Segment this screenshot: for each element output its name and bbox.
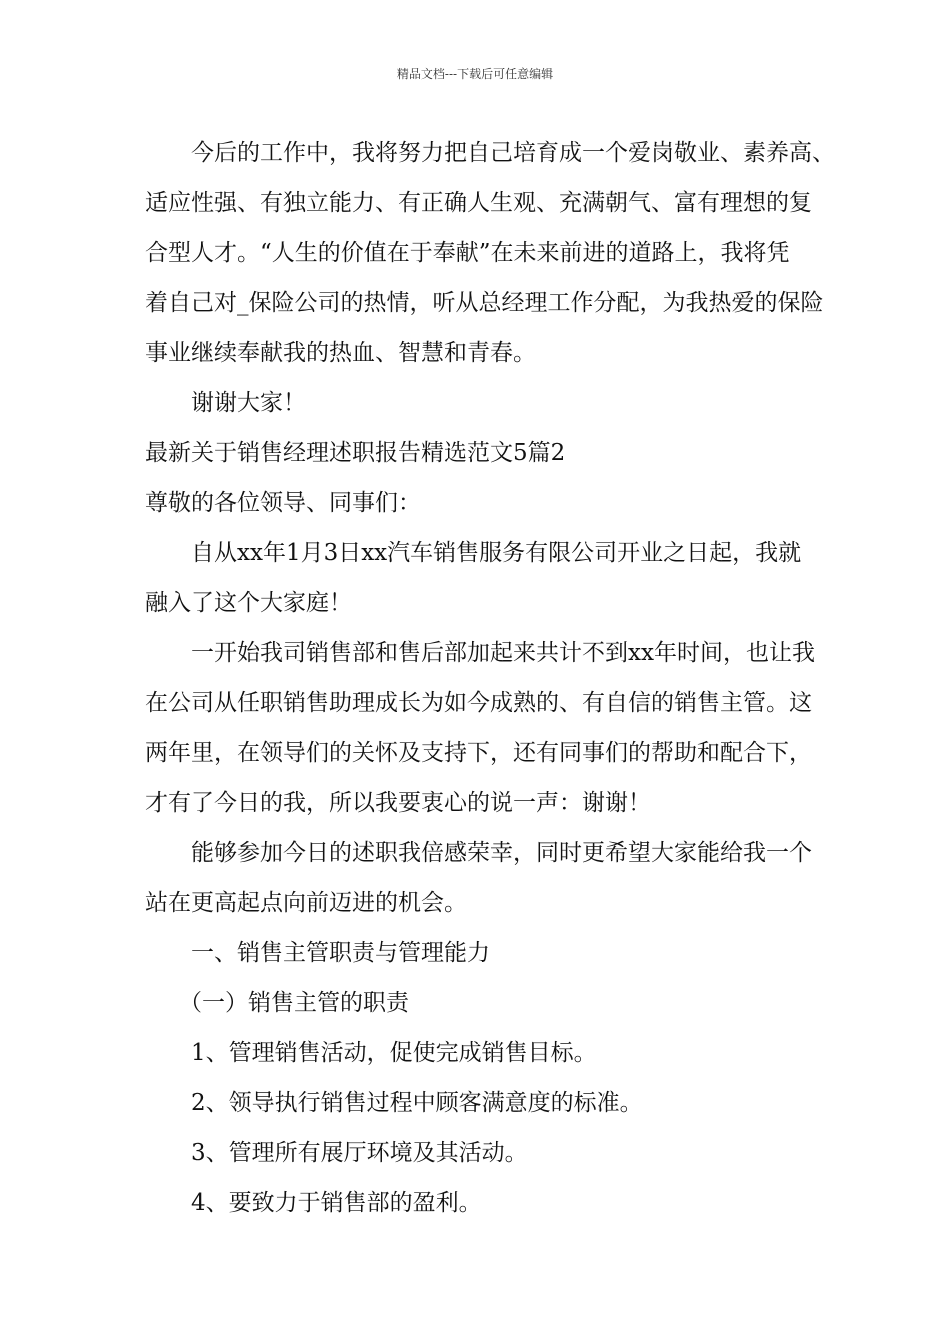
paragraph-line: 才有了今日的我，所以我要衷心的说一声：谢谢！ <box>145 790 651 816</box>
closing-thanks: 谢谢大家！ <box>191 390 306 416</box>
heading-level-2: （一）销售主管的职责 <box>179 990 409 1016</box>
list-item: 3、管理所有展厅环境及其活动。 <box>191 1140 528 1166</box>
page-header: 精品文档---下载后可任意编辑 <box>396 67 554 81</box>
paragraph-line: 能够参加今日的述职我倍感荣幸，同时更希望大家能给我一个 <box>191 840 812 866</box>
paragraph-line: 今后的工作中，我将努力把自己培育成一个爱岗敬业、素养高、 <box>191 140 835 166</box>
paragraph-line: 一开始我司销售部和售后部加起来共计不到xx年时间，也让我 <box>191 640 815 666</box>
paragraph-line: 适应性强、有独立能力、有正确人生观、充满朝气、富有理想的复 <box>145 190 812 216</box>
list-item: 4、要致力于销售部的盈利。 <box>191 1190 482 1216</box>
paragraph-line: 自从xx年1月3日xx汽车销售服务有限公司开业之日起，我就 <box>191 540 802 566</box>
paragraph-line: 着自己对_保险公司的热情，听从总经理工作分配，为我热爱的保险 <box>145 290 824 316</box>
paragraph-line: 事业继续奉献我的热血、智慧和青春。 <box>145 340 536 366</box>
paragraph-line: 合型人才。“人生的价值在于奉献”在未来前进的道路上，我将凭 <box>145 240 790 266</box>
list-item: 1、管理销售活动，促使完成销售目标。 <box>191 1040 597 1066</box>
paragraph-line: 融入了这个大家庭！ <box>145 590 352 616</box>
document-body <box>145 128 835 1228</box>
salutation: 尊敬的各位领导、同事们： <box>145 490 421 516</box>
paragraph-line: 站在更高起点向前迈进的机会。 <box>145 890 467 916</box>
section-title: 最新关于销售经理述职报告精选范文5篇2 <box>145 440 566 466</box>
paragraph-line: 两年里，在领导们的关怀及支持下，还有同事们的帮助和配合下， <box>145 740 812 766</box>
paragraph-line: 在公司从任职销售助理成长为如今成熟的、有自信的销售主管。这 <box>145 690 812 716</box>
list-item: 2、领导执行销售过程中顾客满意度的标准。 <box>191 1090 643 1116</box>
heading-level-1: 一、销售主管职责与管理能力 <box>191 940 490 966</box>
